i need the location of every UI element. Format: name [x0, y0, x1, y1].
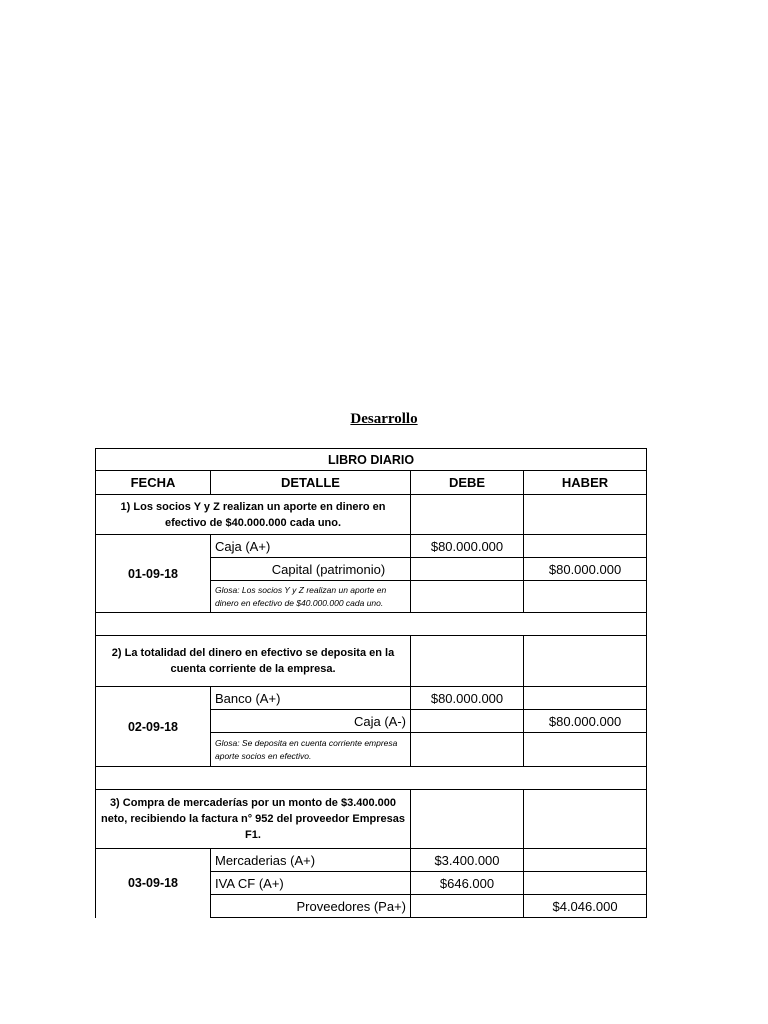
entry-2-desc-credit: [524, 636, 647, 687]
entry-1-description: 1) Los socios Y y Z realizan un aporte en dinero en efectivo de $40.000.000 cada uno.: [96, 495, 411, 535]
header-detalle: DETALLE: [211, 471, 411, 495]
entry-3-debit-1: $3.400.000: [411, 849, 524, 872]
entry-3-debit-3: [411, 895, 524, 918]
entry-3-desc-debit: [411, 790, 524, 849]
entry-1-glosa: Glosa: Los socios Y y Z realizan un aporte en dinero en efectivo de $40.000.000 cada uno.: [211, 581, 411, 613]
entry-1-debit-1: $80.000.000: [411, 535, 524, 558]
entry-1-desc-credit: [524, 495, 647, 535]
entry-3-account-1: Mercaderias (A+): [211, 849, 411, 872]
entry-2-account-2: Caja (A-): [211, 710, 411, 733]
page-heading: Desarrollo: [350, 411, 418, 427]
entry-1-credit-2: $80.000.000: [524, 558, 647, 581]
header-fecha: FECHA: [96, 471, 211, 495]
entry-2-account-1: Banco (A+): [211, 687, 411, 710]
entry-1-glosa-credit: [524, 581, 647, 613]
entry-3-date: 03-09-18: [96, 849, 211, 918]
entry-3-credit-3: $4.046.000: [524, 895, 647, 918]
entry-3-account-3: Proveedores (Pa+): [211, 895, 411, 918]
entry-3-account-2: IVA CF (A+): [211, 872, 411, 895]
header-haber: HABER: [524, 471, 647, 495]
entry-2-date: 02-09-18: [96, 687, 211, 767]
entry-1-account-1: Caja (A+): [211, 535, 411, 558]
spacer-row-2: [96, 767, 647, 790]
entry-3-credit-1: [524, 849, 647, 872]
entry-2-debit-1: $80.000.000: [411, 687, 524, 710]
entry-1-debit-2: [411, 558, 524, 581]
entry-2-credit-1: [524, 687, 647, 710]
entry-1-credit-1: [524, 535, 647, 558]
entry-2-glosa-debit: [411, 733, 524, 767]
header-debe: DEBE: [411, 471, 524, 495]
entry-2-desc-debit: [411, 636, 524, 687]
entry-2-description: 2) La totalidad del dinero en efectivo se deposita en la cuenta corriente de la empresa.: [96, 636, 411, 687]
entry-2-debit-2: [411, 710, 524, 733]
entry-2-glosa-credit: [524, 733, 647, 767]
entry-3-desc-credit: [524, 790, 647, 849]
entry-3-debit-2: $646.000: [411, 872, 524, 895]
table-title: LIBRO DIARIO: [96, 449, 647, 471]
entry-1-glosa-debit: [411, 581, 524, 613]
entry-1-date: 01-09-18: [96, 535, 211, 613]
entry-3-credit-2: [524, 872, 647, 895]
spacer-row-1: [96, 613, 647, 636]
entry-2-credit-2: $80.000.000: [524, 710, 647, 733]
entry-1-account-2: Capital (patrimonio): [211, 558, 411, 581]
entry-1-desc-debit: [411, 495, 524, 535]
entry-2-glosa: Glosa: Se deposita en cuenta corriente empresa aporte socios en efectivo.: [211, 733, 411, 767]
libro-diario-table: [95, 448, 647, 918]
entry-3-description: 3) Compra de mercaderías por un monto de $3.400.000 neto, recibiendo la factura n° 952 del proveedor Empresas F1.: [96, 790, 411, 849]
